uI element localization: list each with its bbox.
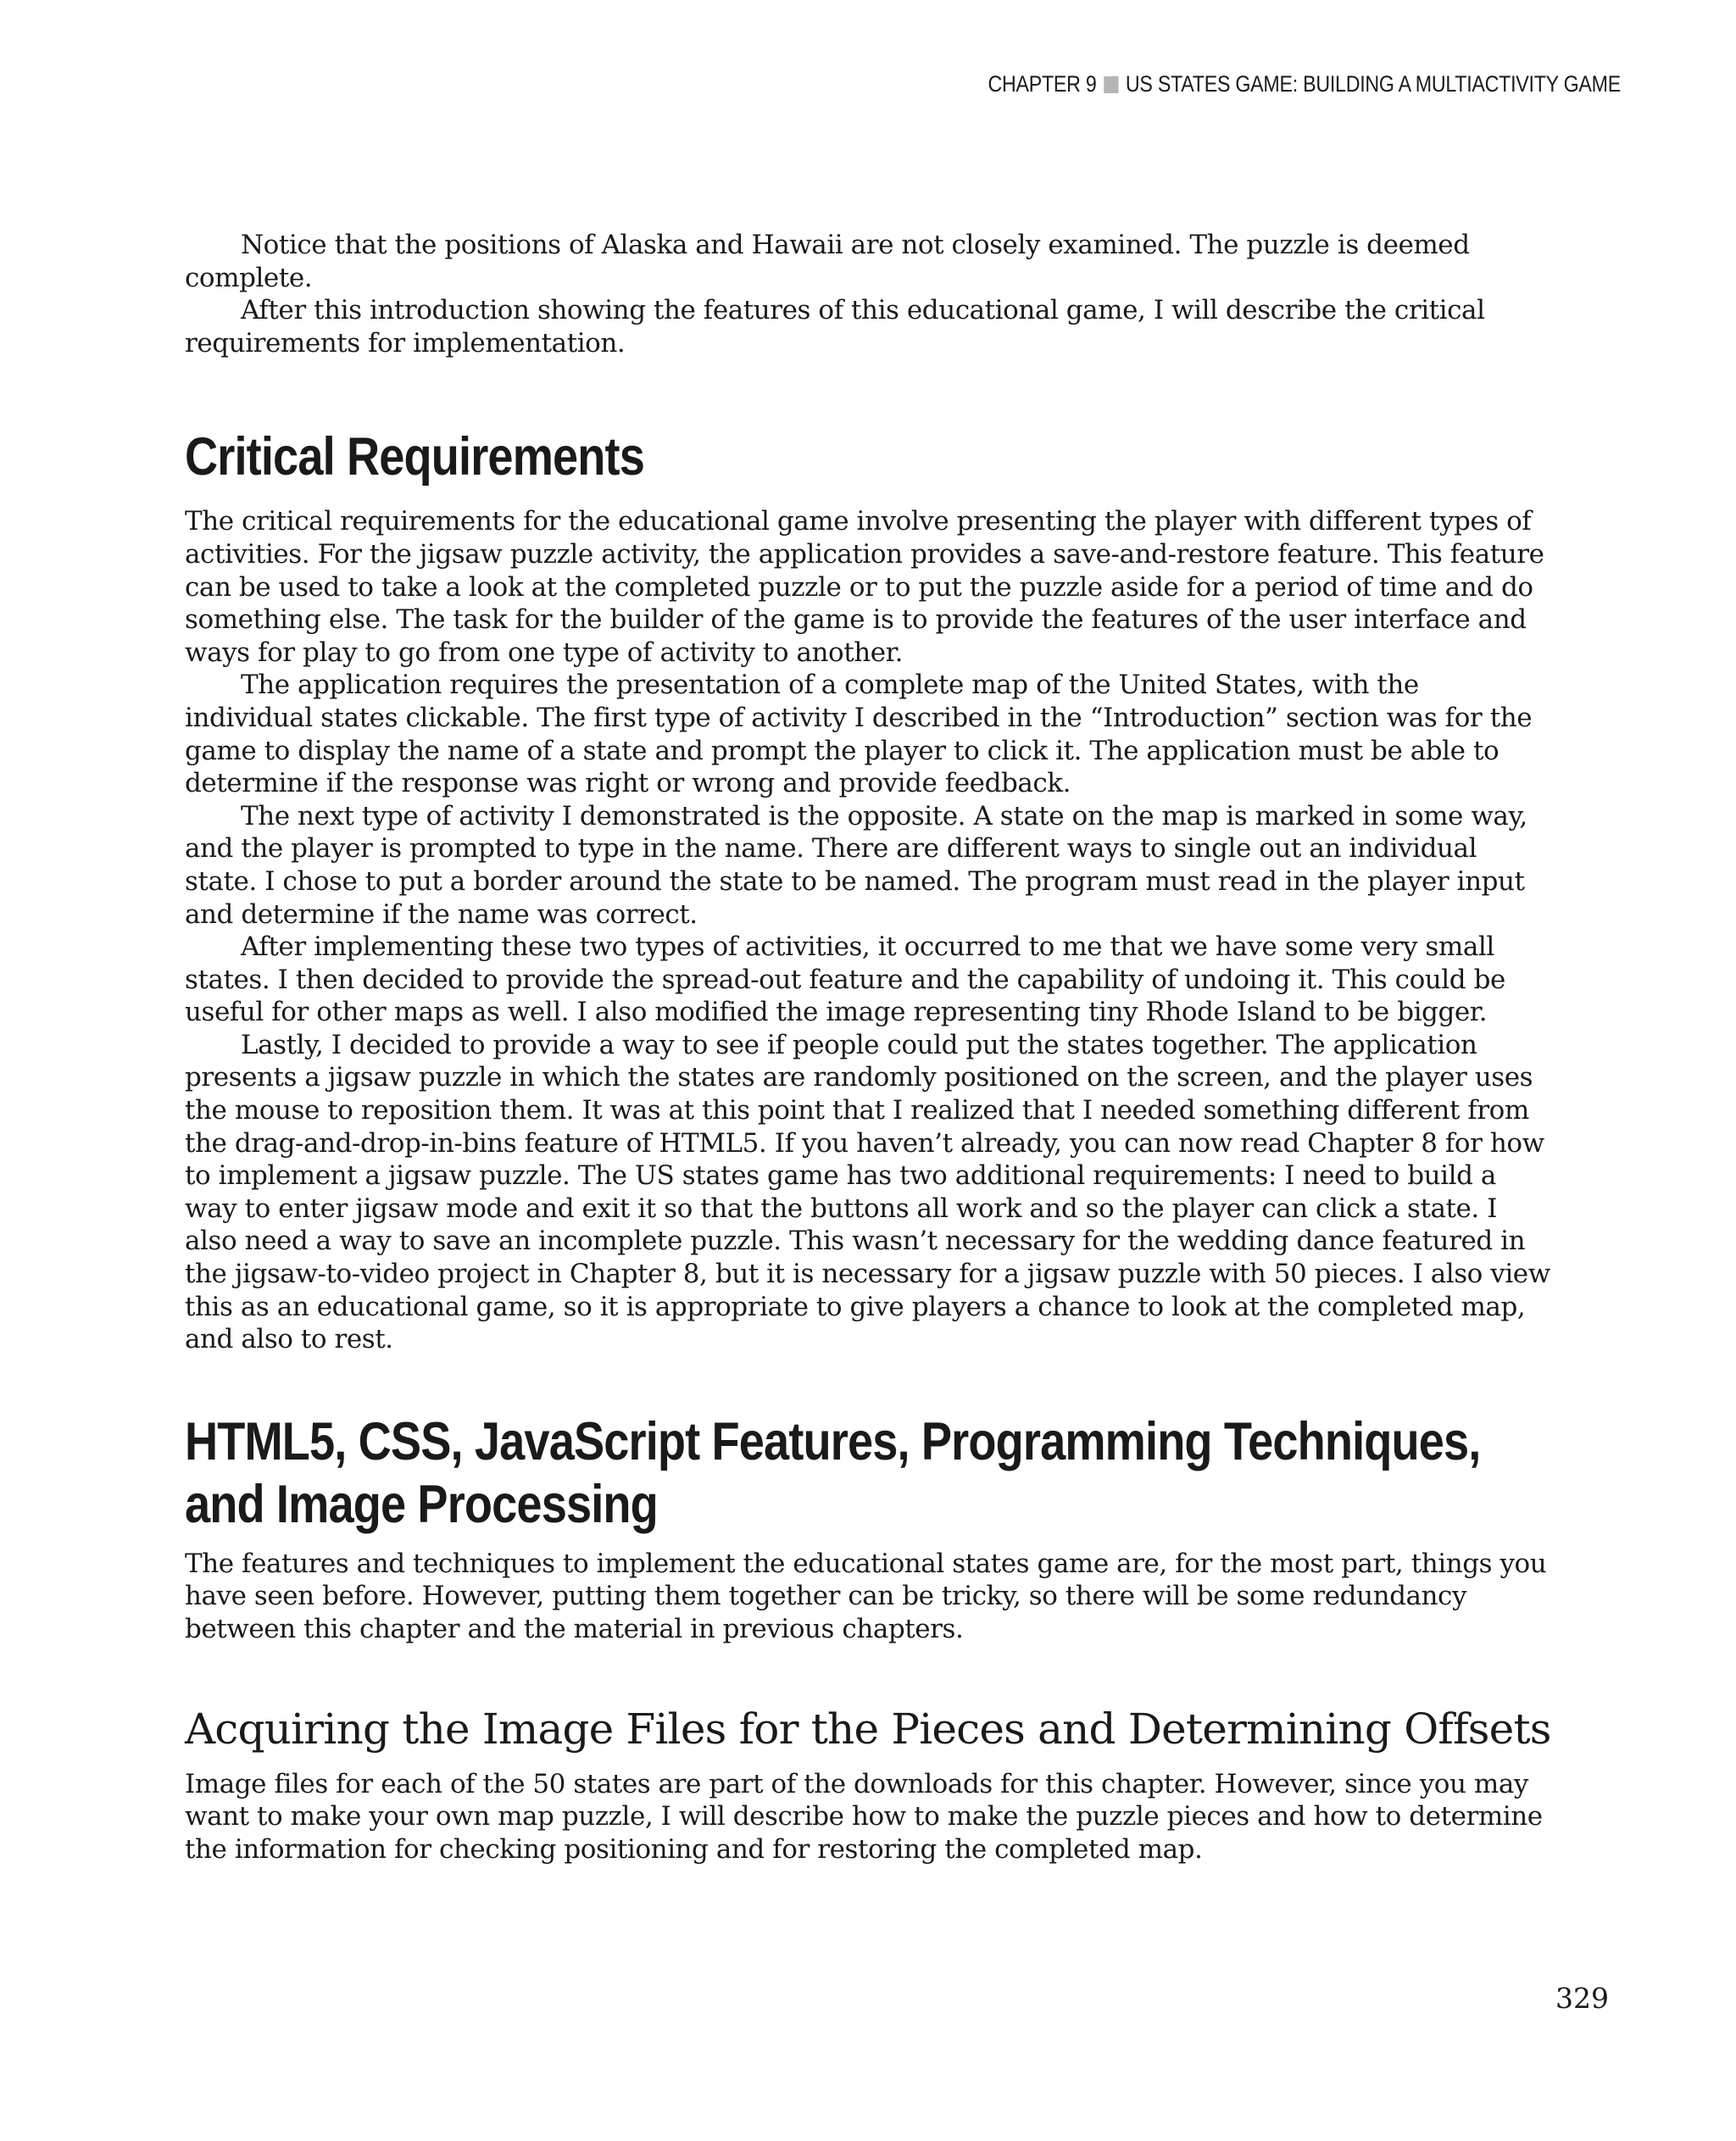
- critical-paragraph-2: The application requires the presentation of a complete map of the United States, with the individual states clickable. The first type of activity I described in the “Introduction” section was for the game to display the name of a state and prompt the player to click it. The application must be able to determine if the response was right or wrong and provide feedback.: [185, 670, 1533, 799]
- intro-paragraph-2: After this introduction showing the features of this educational game, I will describe the critical requirements for implementation.: [185, 295, 1485, 359]
- page-content: [185, 229, 1551, 1866]
- header-separator-square: [1104, 76, 1118, 93]
- features-paragraph-1: The features and techniques to implement the educational states game are, for the most part, things you have seen before. However, putting them together can be tricky, so there will be some redundancy between this chapter and the material in previous chapters.: [185, 1548, 1547, 1644]
- acquiring-paragraph-1: Image files for each of the 50 states are part of the downloads for this chapter. However, since you may want to make your own map puzzle, I will describe how to make the puzzle pieces and how to determine the information for checking positioning and for restoring the completed map.: [185, 1768, 1543, 1865]
- section-heading-features: HTML5, CSS, JavaScript Features, Programming Techniques, and Image Processing: [185, 1411, 1481, 1534]
- section-heading-critical-requirements: Critical Requirements: [185, 427, 644, 487]
- critical-paragraph-4: After implementing these two types of activities, it occurred to me that we have some very small states. I then decided to provide the spread-out feature and the capability of undoing it. This could be useful for other maps as well. I also modified the image representing tiny Rhode Island to be bigger.: [185, 931, 1505, 1028]
- critical-paragraph-1: The critical requirements for the educational game involve presenting the player with different types of activities. For the jigsaw puzzle activity, the application provides a save-and-restore feature. This feature can be used to take a look at the completed puzzle or to put the puzzle aside for a period of time and do something else. The task for the builder of the game is to provide the features of the user interface and ways for play to go from one type of activity to another.: [185, 506, 1544, 668]
- intro-paragraph-1: Notice that the positions of Alaska and Hawaii are not closely examined. The puzzle is deemed complete.: [185, 230, 1470, 293]
- chapter-label: CHAPTER 9: [988, 71, 1097, 97]
- critical-paragraph-5: Lastly, I decided to provide a way to see if people could put the states together. The application presents a jigsaw puzzle in which the states are randomly positioned on the screen, and the player uses the mouse to reposition them. It was at this point that I realized that I needed something different from the drag-and-drop-in-bins feature of HTML5. If you haven’t already, you can now read Chapter 8 for how to implement a jigsaw puzzle. The US states game has two additional requirements: I need to build a way to enter jigsaw mode and exit it so that the buttons all work and so the player can click a state. I also need a way to save an incomplete puzzle. This wasn’t necessary for the wedding dance featured in the jigsaw-to-video project in Chapter 8, but it is necessary for a jigsaw puzzle with 50 pieces. I also view this as an educational game, so it is appropriate to give players a chance to look at the completed map, and also to rest.: [185, 1029, 1550, 1355]
- chapter-title: US STATES GAME: BUILDING A MULTIACTIVITY GAME: [1125, 71, 1621, 97]
- page-number: 329: [1555, 1982, 1609, 2015]
- running-header: [988, 71, 1621, 97]
- critical-paragraph-3: The next type of activity I demonstrated is the opposite. A state on the map is marked in some way, and the player is prompted to type in the name. There are different ways to single out an individual state. I chose to put a border around the state to be named. The program must read in the player input and determine if the name was correct.: [185, 800, 1527, 930]
- subsection-heading-acquiring-images: Acquiring the Image Files for the Pieces and Determining Offsets: [185, 1704, 1551, 1754]
